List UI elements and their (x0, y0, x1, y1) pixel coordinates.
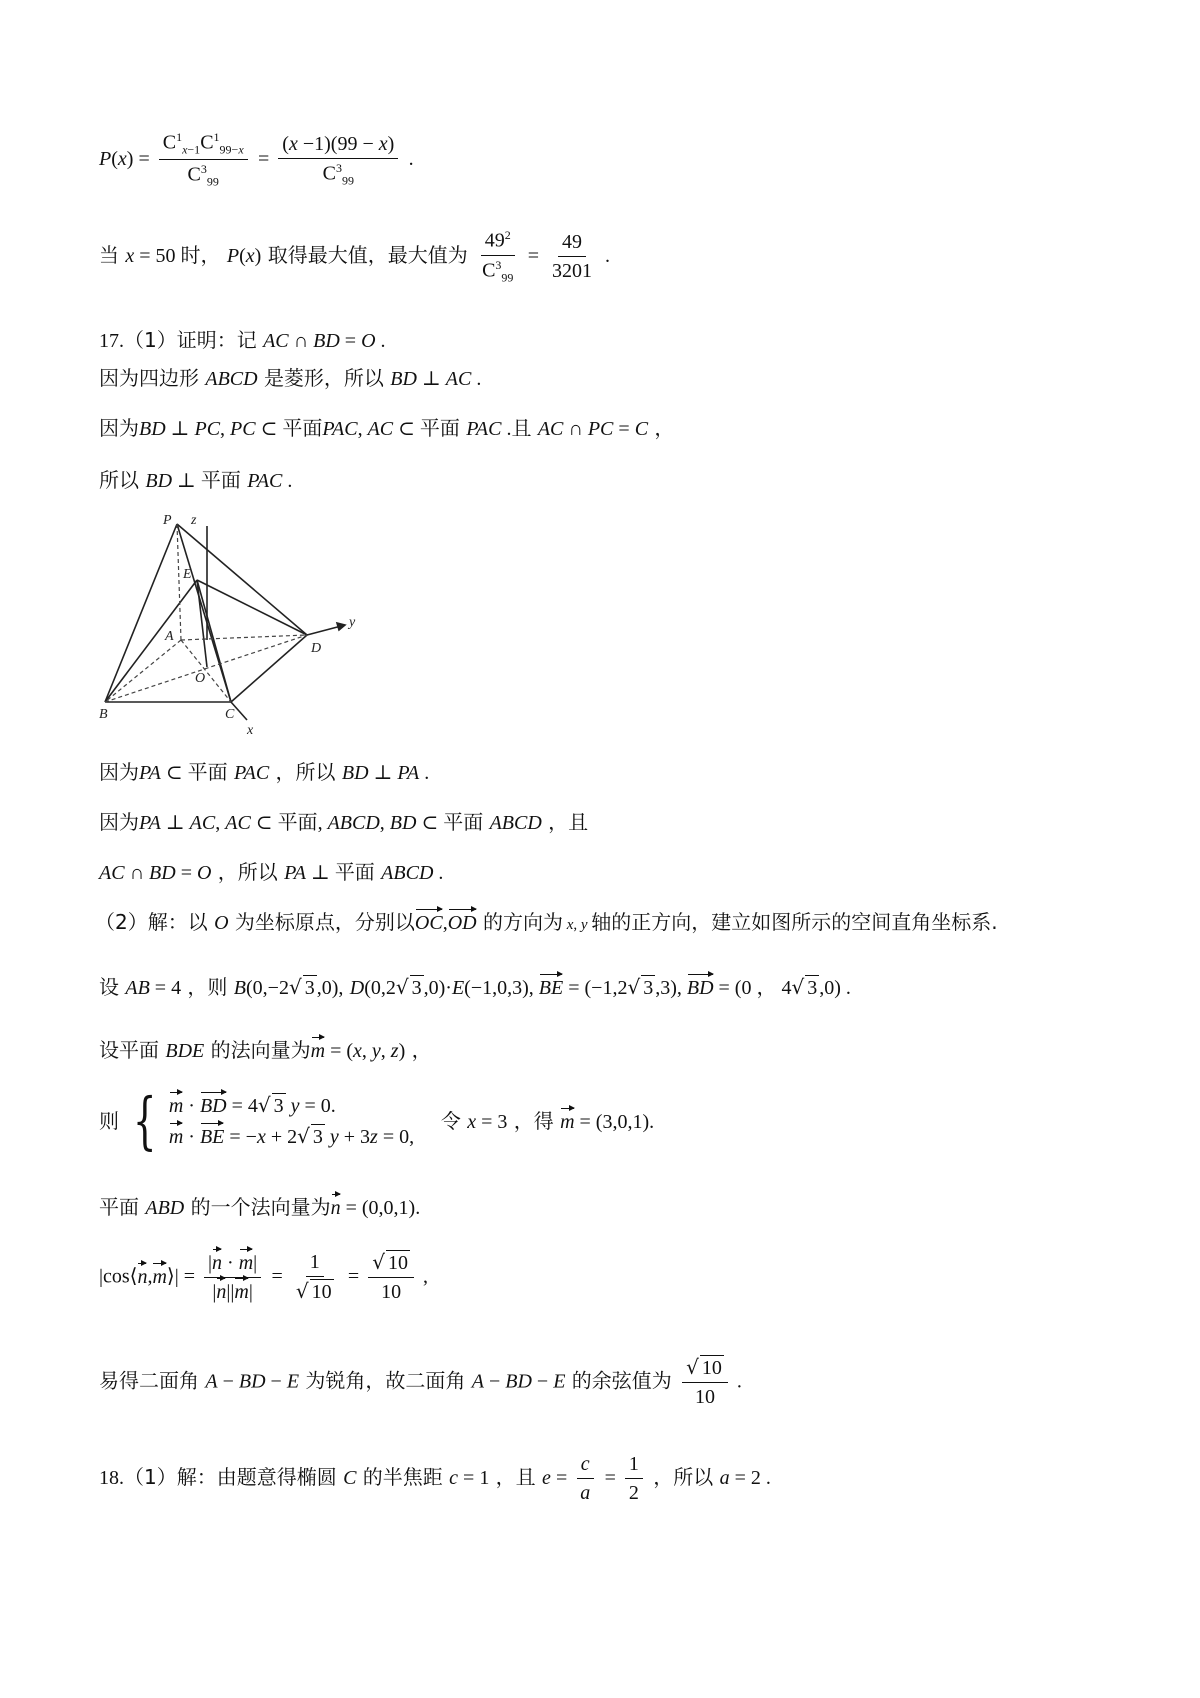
q17-2-cos: |cos⟨n,m⟩| = $\frac{|n \cdot m|}{|n||m|}$ = $\frac{1}{√ 10}$ = $\frac{√ 10}{10}$ , (99, 1250, 428, 1303)
q17-1-paac: 因为PA ⊥ AC, AC ⊂ 平面, ABCD, BD ⊂ 平面 ABCD ，且 (99, 810, 589, 834)
pyramid-figure (99, 512, 399, 734)
q17-2-head: （2）解：以 O 为坐标原点，分别以OC,OD 的方向为 x, y 轴的正方向，建立如图所示的空间直角坐标系. (95, 910, 998, 934)
system-row-1: m · BD = 4√ 3 y = 0. (168, 1093, 336, 1117)
edge-pb (105, 524, 177, 702)
edge-bd-dashed (105, 635, 307, 702)
label-o: O (195, 671, 206, 686)
q17-1-pa: 因为PA ⊂ 平面 PAC ，所以 BD ⊥ PA . (99, 760, 430, 784)
q17-2-abd: 平面 ABD 的一个法向量为n = (0,0,1). (99, 1195, 421, 1219)
px-formula: P(x) = $\frac{C^1_{x-1}C^1_{99-x}}{C^3_{99}}$ = $\frac{(x -1)(99 - x)}{C^3_{99}}$ . (99, 130, 414, 189)
edge-eb (105, 580, 197, 702)
edge-ad-dashed (181, 635, 307, 640)
q17-2-coords: 设 AB = 4 ，则 B(0,−2√ 3 ,0), D(0,2√ 3 ,0)·E(−1,0,3), BE = (−1,2√ 3 ,3), BD = (0 ， 4√ 3 ,0) . (99, 975, 851, 999)
label-z: z (191, 513, 197, 528)
edge-pa-dashed (177, 524, 181, 640)
edge-ac-dashed (181, 640, 231, 702)
y-axis-arrow (337, 623, 345, 630)
system-row-2: m · BE = −x + 2√ 3 y + 3z = 0, (168, 1124, 415, 1148)
edge-pd (177, 524, 307, 635)
label-x: x (247, 723, 254, 734)
label-c: C (225, 707, 235, 722)
label-p: P (163, 513, 172, 528)
equation-system: { m · BD = 4√ 3 y = 0. m · BE = −x + 2√ 3 y + 3z = 0, (133, 1084, 415, 1157)
q17-1-concl: 所以 BD ⊥ 平面 PAC . (99, 468, 293, 492)
q17-1-bdpc: 因为BD ⊥ PC, PC ⊂ 平面PAC, AC ⊂ 平面 PAC .且 AC ∩ PC = C ， (99, 416, 675, 440)
label-e: E (183, 567, 192, 582)
max-value-line: 当 x = 50 时， P(x) 取得最大值，最大值为 $\frac{49^2}{C^3_{99}}$ = $\frac{49}{3201}$ . (99, 228, 611, 285)
edge-cd (231, 635, 307, 702)
label-a: A (165, 629, 174, 644)
q17-1-rhombus: 因为四边形 ABCD 是菱形，所以 BD ⊥ AC . (99, 366, 482, 390)
edge-ab-dashed (105, 640, 181, 702)
q17-2-normal: 设平面 BDE 的法向量为m = (x, y, z) ， (99, 1038, 432, 1062)
label-d: D (311, 641, 322, 656)
label-y: y (349, 615, 356, 630)
q17-2-system-line: 则 { m · BD = 4√ 3 y = 0. m · BE = −x + 2√ 3 y + 3z = 0, 令 x = 3 ，得 m = (3,0,1). (99, 1084, 655, 1157)
q17-1-final: AC ∩ BD = O ，所以 PA ⊥ 平面 ABCD . (99, 860, 444, 884)
let-x: 令 x = 3 ，得 m = (3,0,1). (440, 1108, 655, 1133)
q17-2-answer: 易得二面角 A − BD − E 为锐角，故二面角 A − BD − E 的余弦值为 $\frac{√ 10}{10}$ . (99, 1355, 742, 1408)
q18-1: 18.（1）解：由题意得椭圆 C 的半焦距 c = 1 ，且 e = $\frac{c}{a}$ = $\frac{1}{2}$ ，所以 a = 2 . (99, 1453, 771, 1504)
q17-1-head: 17.（1）证明：记 AC ∩ BD = O . (99, 328, 386, 352)
label-b: B (99, 707, 108, 722)
edge-eo (197, 580, 207, 667)
